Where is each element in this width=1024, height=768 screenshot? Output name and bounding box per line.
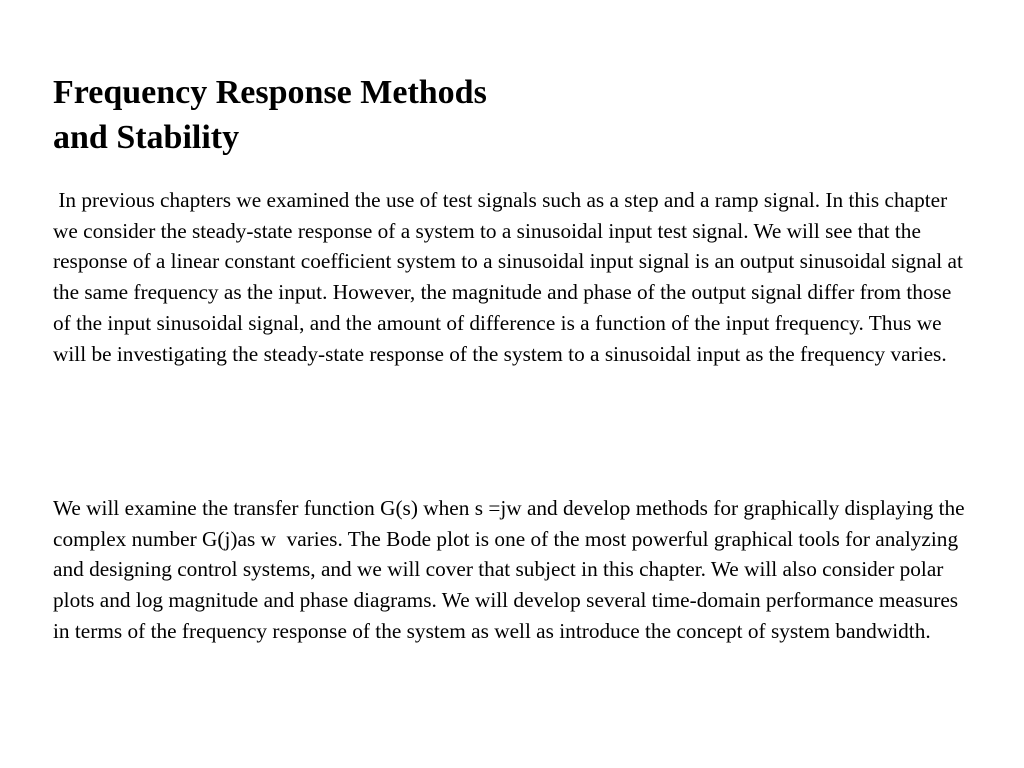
transfer-function-paragraph: We will examine the transfer function G(s) when s =jw and develop methods for graphically displaying the complex number G(j)as w varies. The Bode plot is one of the most powerful graphical tools for analyzing and designing control systems, and we will cover that subject in this chapter. We will also consider polar plots and log magnitude and phase diagrams. We will develop several time-domain performance measures in terms of the frequency response of the system as well as introduce the concept of system bandwidth. bbox=[53, 496, 965, 643]
slide-title bbox=[53, 70, 753, 160]
intro-paragraph: In previous chapters we examined the use of test signals such as a step and a ramp signal. In this chapter we consider the steady-state response of a system to a sinusoidal input test signal. We will see that the response of a linear constant coefficient system to a sinusoidal input signal is an output sinusoidal signal at the same frequency as the input. However, the magnitude and phase of the output signal differ from those of the input sinusoidal signal, and the amount of difference is a function of the input frequency. Thus we will be investigating the steady-state response of the system to a sinusoidal input as the frequency varies. bbox=[53, 188, 963, 366]
slide-title-line-2: and Stability bbox=[53, 119, 240, 156]
slide-title-line-1: Frequency Response Methods bbox=[53, 74, 487, 111]
